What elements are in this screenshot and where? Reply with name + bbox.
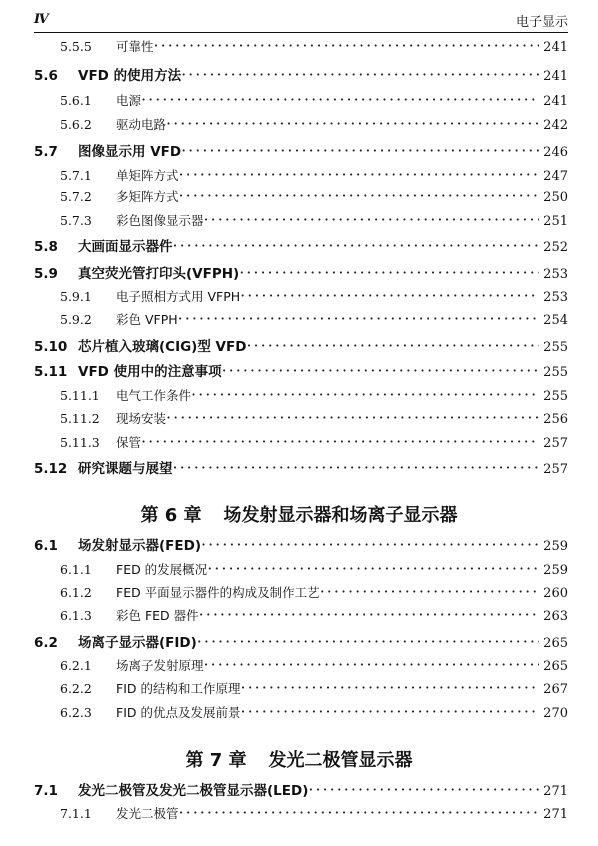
dot-leader bbox=[240, 678, 539, 697]
entry-title: 保管 bbox=[116, 435, 142, 450]
entry-number: 6.1.3 bbox=[60, 608, 92, 623]
toc-section-entry[interactable] bbox=[34, 262, 568, 282]
entry-page-number: 254 bbox=[543, 313, 568, 328]
chapter-heading bbox=[0, 746, 598, 772]
entry-label bbox=[34, 360, 222, 380]
entry-number: 5.6.1 bbox=[60, 93, 92, 108]
dot-leader bbox=[166, 408, 539, 427]
toc-section-entry[interactable] bbox=[34, 534, 568, 554]
entry-label bbox=[34, 631, 197, 651]
entry-title: 图像显示用 VFD bbox=[78, 144, 182, 160]
entry-label bbox=[60, 386, 191, 404]
entry-label bbox=[60, 310, 178, 328]
entry-title: FED 平面显示器件的构成及制作工艺 bbox=[116, 585, 320, 600]
entry-number: 6.1 bbox=[34, 538, 58, 554]
dot-leader bbox=[179, 165, 540, 184]
entry-page-number: 267 bbox=[543, 682, 568, 697]
entry-page-number: 257 bbox=[543, 436, 568, 451]
dot-leader bbox=[222, 361, 540, 380]
entry-number: 5.11.1 bbox=[60, 388, 100, 403]
toc-subsection-entry[interactable] bbox=[60, 803, 568, 822]
entry-number: 5.11.2 bbox=[60, 411, 100, 426]
entry-number: 6.2.1 bbox=[60, 658, 92, 673]
entry-page-number: 259 bbox=[543, 563, 568, 578]
entry-number: 6.2.3 bbox=[60, 705, 92, 720]
entry-label bbox=[60, 433, 141, 451]
dot-leader bbox=[181, 141, 539, 160]
toc-subsection-entry[interactable] bbox=[60, 559, 568, 578]
toc-subsection-entry[interactable] bbox=[60, 165, 568, 184]
entry-title: 场离子显示器(FID) bbox=[78, 635, 197, 651]
entry-page-number: 256 bbox=[543, 412, 568, 427]
entry-label bbox=[34, 64, 181, 84]
entry-label bbox=[60, 187, 179, 205]
toc-subsection-entry[interactable] bbox=[60, 114, 568, 133]
entry-page-number: 242 bbox=[543, 118, 568, 133]
entry-number: 5.5.5 bbox=[60, 39, 92, 54]
dot-leader bbox=[191, 385, 539, 404]
entry-title: 电子照相方式用 VFPH bbox=[116, 289, 241, 304]
entry-label bbox=[60, 606, 199, 624]
entry-label bbox=[60, 583, 320, 601]
page-marker: Ⅳ bbox=[34, 12, 48, 27]
dot-leader bbox=[141, 90, 539, 109]
entry-page-number: 263 bbox=[543, 609, 568, 624]
dot-leader bbox=[173, 458, 540, 477]
entry-label bbox=[60, 656, 204, 674]
entry-title: 电源 bbox=[116, 93, 142, 108]
entry-title: 可靠性 bbox=[116, 39, 154, 54]
dot-leader bbox=[199, 605, 540, 624]
entry-label bbox=[60, 409, 166, 427]
toc-subsection-entry[interactable] bbox=[60, 385, 568, 404]
toc-subsection-entry[interactable] bbox=[60, 432, 568, 451]
toc-subsection-entry[interactable] bbox=[60, 605, 568, 624]
entry-page-number: 250 bbox=[543, 190, 568, 205]
entry-page-number: 241 bbox=[543, 40, 568, 55]
toc-section-entry[interactable] bbox=[34, 140, 568, 160]
entry-title: 研究课题与展望 bbox=[78, 461, 173, 477]
dot-leader bbox=[166, 114, 539, 133]
dot-leader bbox=[178, 309, 540, 328]
entry-number: 5.9.1 bbox=[60, 289, 92, 304]
entry-label bbox=[34, 457, 173, 477]
entry-title: 多矩阵方式 bbox=[116, 189, 179, 204]
dot-leader bbox=[197, 632, 539, 651]
entry-title: 大画面显示器件 bbox=[78, 239, 173, 255]
toc-subsection-entry[interactable] bbox=[60, 678, 568, 697]
entry-number: 5.8 bbox=[34, 239, 58, 255]
entry-title: 彩色 FED 器件 bbox=[116, 608, 199, 623]
dot-leader bbox=[320, 582, 539, 601]
dot-leader bbox=[207, 559, 539, 578]
chapter-heading bbox=[0, 501, 598, 527]
entry-label bbox=[60, 166, 179, 184]
entry-page-number: 253 bbox=[543, 290, 568, 305]
dot-leader bbox=[240, 286, 539, 305]
entry-label bbox=[34, 262, 239, 282]
toc-section-entry[interactable] bbox=[34, 64, 568, 84]
dot-leader bbox=[201, 535, 539, 554]
toc-subsection-entry[interactable] bbox=[60, 36, 568, 55]
entry-page-number: 247 bbox=[543, 169, 568, 184]
dot-leader bbox=[179, 803, 540, 822]
chapter-number: 第 6 章 bbox=[140, 505, 202, 526]
entry-title: 现场安装 bbox=[116, 411, 167, 426]
entry-label bbox=[34, 140, 181, 160]
entry-page-number: 252 bbox=[543, 240, 568, 255]
entry-number: 5.11 bbox=[34, 364, 68, 380]
entry-number: 5.7.3 bbox=[60, 213, 92, 228]
entry-title: 场发射显示器(FED) bbox=[78, 538, 201, 554]
entry-number: 7.1.1 bbox=[60, 806, 92, 821]
entry-number: 5.6 bbox=[34, 68, 58, 84]
entry-number: 5.11.3 bbox=[60, 435, 100, 450]
entry-label bbox=[34, 779, 308, 799]
entry-number: 6.1.1 bbox=[60, 562, 92, 577]
running-title: 电子显示 bbox=[515, 15, 568, 30]
toc-subsection-entry[interactable] bbox=[60, 408, 568, 427]
toc-subsection-entry[interactable] bbox=[60, 186, 568, 205]
toc-subsection-entry[interactable] bbox=[60, 702, 568, 721]
entry-number: 5.7 bbox=[34, 144, 58, 160]
entry-label bbox=[60, 211, 204, 229]
entry-label bbox=[60, 679, 240, 697]
entry-page-number: 265 bbox=[543, 636, 568, 651]
entry-page-number: 253 bbox=[543, 267, 568, 282]
entry-title: 驱动电路 bbox=[116, 117, 167, 132]
entry-page-number: 255 bbox=[543, 389, 568, 404]
toc-subsection-entry[interactable] bbox=[60, 655, 568, 674]
dot-leader bbox=[181, 65, 539, 84]
entry-label bbox=[60, 804, 179, 822]
entry-number: 7.1 bbox=[34, 783, 58, 799]
entry-title: 芯片植入玻璃(CIG)型 VFD bbox=[78, 339, 247, 355]
toc-section-entry[interactable] bbox=[34, 235, 568, 255]
entry-number: 5.7.2 bbox=[60, 189, 92, 204]
entry-title: 发光二极管 bbox=[116, 806, 179, 821]
entry-title: 彩色图像显示器 bbox=[116, 213, 204, 228]
entry-label bbox=[60, 115, 166, 133]
entry-title: 场离子发射原理 bbox=[116, 658, 204, 673]
entry-number: 5.10 bbox=[34, 339, 68, 355]
entry-label bbox=[60, 560, 207, 578]
dot-leader bbox=[308, 780, 539, 799]
entry-label bbox=[60, 91, 141, 109]
toc-subsection-entry[interactable] bbox=[60, 210, 568, 229]
entry-number: 6.2.2 bbox=[60, 681, 92, 696]
entry-page-number: 246 bbox=[543, 145, 568, 160]
toc-section-entry[interactable] bbox=[34, 360, 568, 380]
entry-number: 5.6.2 bbox=[60, 117, 92, 132]
entry-number: 5.9 bbox=[34, 266, 58, 282]
entry-number: 5.7.1 bbox=[60, 168, 92, 183]
toc-subsection-entry[interactable] bbox=[60, 286, 568, 305]
entry-number: 6.2 bbox=[34, 635, 58, 651]
entry-label bbox=[60, 287, 240, 305]
entry-page-number: 241 bbox=[543, 69, 568, 84]
toc-section-entry[interactable] bbox=[34, 457, 568, 477]
entry-page-number: 265 bbox=[543, 659, 568, 674]
entry-label bbox=[60, 37, 154, 55]
entry-label bbox=[60, 703, 240, 721]
dot-leader bbox=[179, 186, 540, 205]
dot-leader bbox=[204, 210, 540, 229]
entry-page-number: 260 bbox=[543, 586, 568, 601]
chapter-number: 第 7 章 bbox=[185, 750, 247, 771]
running-header bbox=[34, 8, 568, 33]
dot-leader bbox=[154, 36, 540, 55]
dot-leader bbox=[239, 263, 539, 282]
dot-leader bbox=[204, 655, 540, 674]
chapter-title: 场发射显示器和场离子显示器 bbox=[223, 505, 458, 526]
toc-section-entry[interactable] bbox=[34, 335, 568, 355]
entry-page-number: 251 bbox=[543, 214, 568, 229]
entry-label bbox=[34, 534, 201, 554]
entry-label bbox=[34, 235, 173, 255]
entry-page-number: 255 bbox=[543, 365, 568, 380]
toc-subsection-entry[interactable] bbox=[60, 582, 568, 601]
dot-leader bbox=[246, 336, 539, 355]
entry-page-number: 270 bbox=[543, 706, 568, 721]
entry-number: 5.12 bbox=[34, 461, 68, 477]
entry-page-number: 255 bbox=[543, 340, 568, 355]
entry-title: FID 的结构和工作原理 bbox=[116, 681, 241, 696]
entry-title: 电气工作条件 bbox=[116, 388, 192, 403]
entry-number: 5.9.2 bbox=[60, 312, 92, 327]
entry-page-number: 241 bbox=[543, 94, 568, 109]
toc-subsection-entry[interactable] bbox=[60, 309, 568, 328]
entry-title: FED 的发展概况 bbox=[116, 562, 208, 577]
toc-section-entry[interactable] bbox=[34, 631, 568, 651]
entry-title: 发光二极管及发光二极管显示器(LED) bbox=[78, 783, 309, 799]
entry-page-number: 257 bbox=[543, 462, 568, 477]
entry-label bbox=[34, 335, 246, 355]
dot-leader bbox=[173, 236, 540, 255]
entry-title: 单矩阵方式 bbox=[116, 168, 179, 183]
entry-title: 彩色 VFPH bbox=[116, 312, 178, 327]
entry-title: FID 的优点及发展前景 bbox=[116, 705, 241, 720]
entry-title: VFD 使用中的注意事项 bbox=[78, 364, 222, 380]
entry-number: 6.1.2 bbox=[60, 585, 92, 600]
toc-subsection-entry[interactable] bbox=[60, 90, 568, 109]
dot-leader bbox=[141, 432, 539, 451]
entry-title: VFD 的使用方法 bbox=[78, 68, 182, 84]
entry-page-number: 271 bbox=[543, 784, 568, 799]
chapter-title: 发光二极管显示器 bbox=[268, 750, 413, 771]
entry-title: 真空荧光管打印头(VFPH) bbox=[78, 266, 240, 282]
entry-page-number: 259 bbox=[543, 539, 568, 554]
dot-leader bbox=[240, 702, 539, 721]
entry-page-number: 271 bbox=[543, 807, 568, 822]
toc-section-entry[interactable] bbox=[34, 779, 568, 799]
